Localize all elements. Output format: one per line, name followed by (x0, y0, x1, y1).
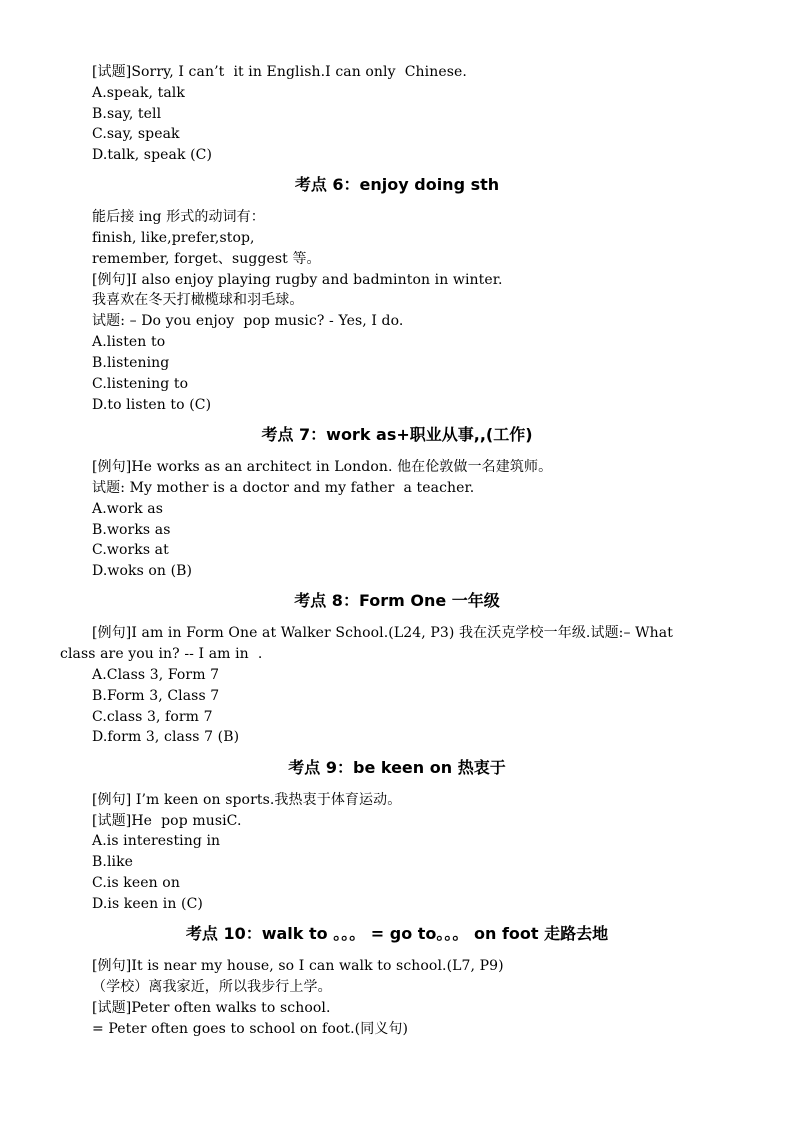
option-c: C.is keen on (92, 875, 180, 891)
text-line: finish, like,prefer,stop, (92, 230, 255, 246)
option-b: B.works as (92, 522, 171, 538)
text-line: 能后接 ing 形式的动词有： (92, 209, 265, 225)
option-d: D.talk, speak (C) (92, 147, 213, 163)
option-d: D.form 3, class 7 (B) (92, 729, 240, 745)
text-line: remember, forget、suggest 等。 (92, 251, 321, 267)
example-sentence: [例句]I also enjoy playing rugby and badminton in winter. (92, 272, 503, 288)
answer-text: = Peter often goes to school on foot.(同义句) (92, 1021, 409, 1037)
option-c: C.class 3, form 7 (92, 709, 213, 725)
section-heading-10: 考点 10：walk to 。。。 = go to。。。 on foot 走路去地 (185, 924, 609, 943)
option-c: C.works at (92, 542, 169, 558)
option-b: B.like (92, 854, 134, 870)
question-text: 试题: – Do you enjoy pop music? - Yes, I do. (92, 313, 404, 329)
section-heading-7: 考点 7：work as+职业从事,,(工作) (261, 425, 533, 444)
example-translation: （学校）离我家近，所以我步行上学。 (92, 979, 332, 995)
option-b: B.Form 3, Class 7 (92, 688, 220, 704)
option-a: A.listen to (92, 334, 166, 350)
question-text: [试题]Peter often walks to school. (92, 1000, 331, 1016)
section-heading-8: 考点 8：Form One 一年级 (294, 591, 500, 610)
example-sentence: [例句]He works as an architect in London. 他在伦敦做一名建筑师。 (92, 459, 553, 475)
option-c: C.listening to (92, 376, 189, 392)
question-text: 试题: My mother is a doctor and my father a teacher. (92, 480, 475, 496)
option-a: A.is interesting in (92, 833, 221, 849)
option-a: A.work as (92, 501, 164, 517)
option-a: A.Class 3, Form 7 (92, 667, 220, 683)
option-c: C.say, speak (92, 126, 180, 142)
question-text: [试题]He pop musiC. (92, 813, 242, 829)
option-a: A.speak, talk (92, 85, 185, 101)
example-sentence: [例句]I am in Form One at Walker School.(L24, P3) 我在沃克学校一年级.试题:– What (92, 625, 673, 641)
section-heading-9: 考点 9：be keen on 热衷于 (288, 758, 506, 777)
option-d: D.to listen to (C) (92, 397, 212, 413)
question-text: [试题]Sorry, I can’t it in English.I can only Chinese. (92, 64, 467, 80)
example-sentence: [例句]It is near my house, so I can walk to school.(L7, P9) (92, 958, 504, 974)
option-b: B.say, tell (92, 106, 162, 122)
question-text: class are you in? -- I am in . (60, 646, 263, 662)
section-heading-6: 考点 6：enjoy doing sth (294, 175, 500, 194)
option-d: D.woks on (B) (92, 563, 193, 579)
option-b: B.listening (92, 355, 170, 371)
example-sentence: [例句] I’m keen on sports.我热衷于体育运动。 (92, 792, 402, 808)
option-d: D.is keen in (C) (92, 896, 203, 912)
example-translation: 我喜欢在冬天打橄榄球和羽毛球。 (92, 292, 304, 308)
